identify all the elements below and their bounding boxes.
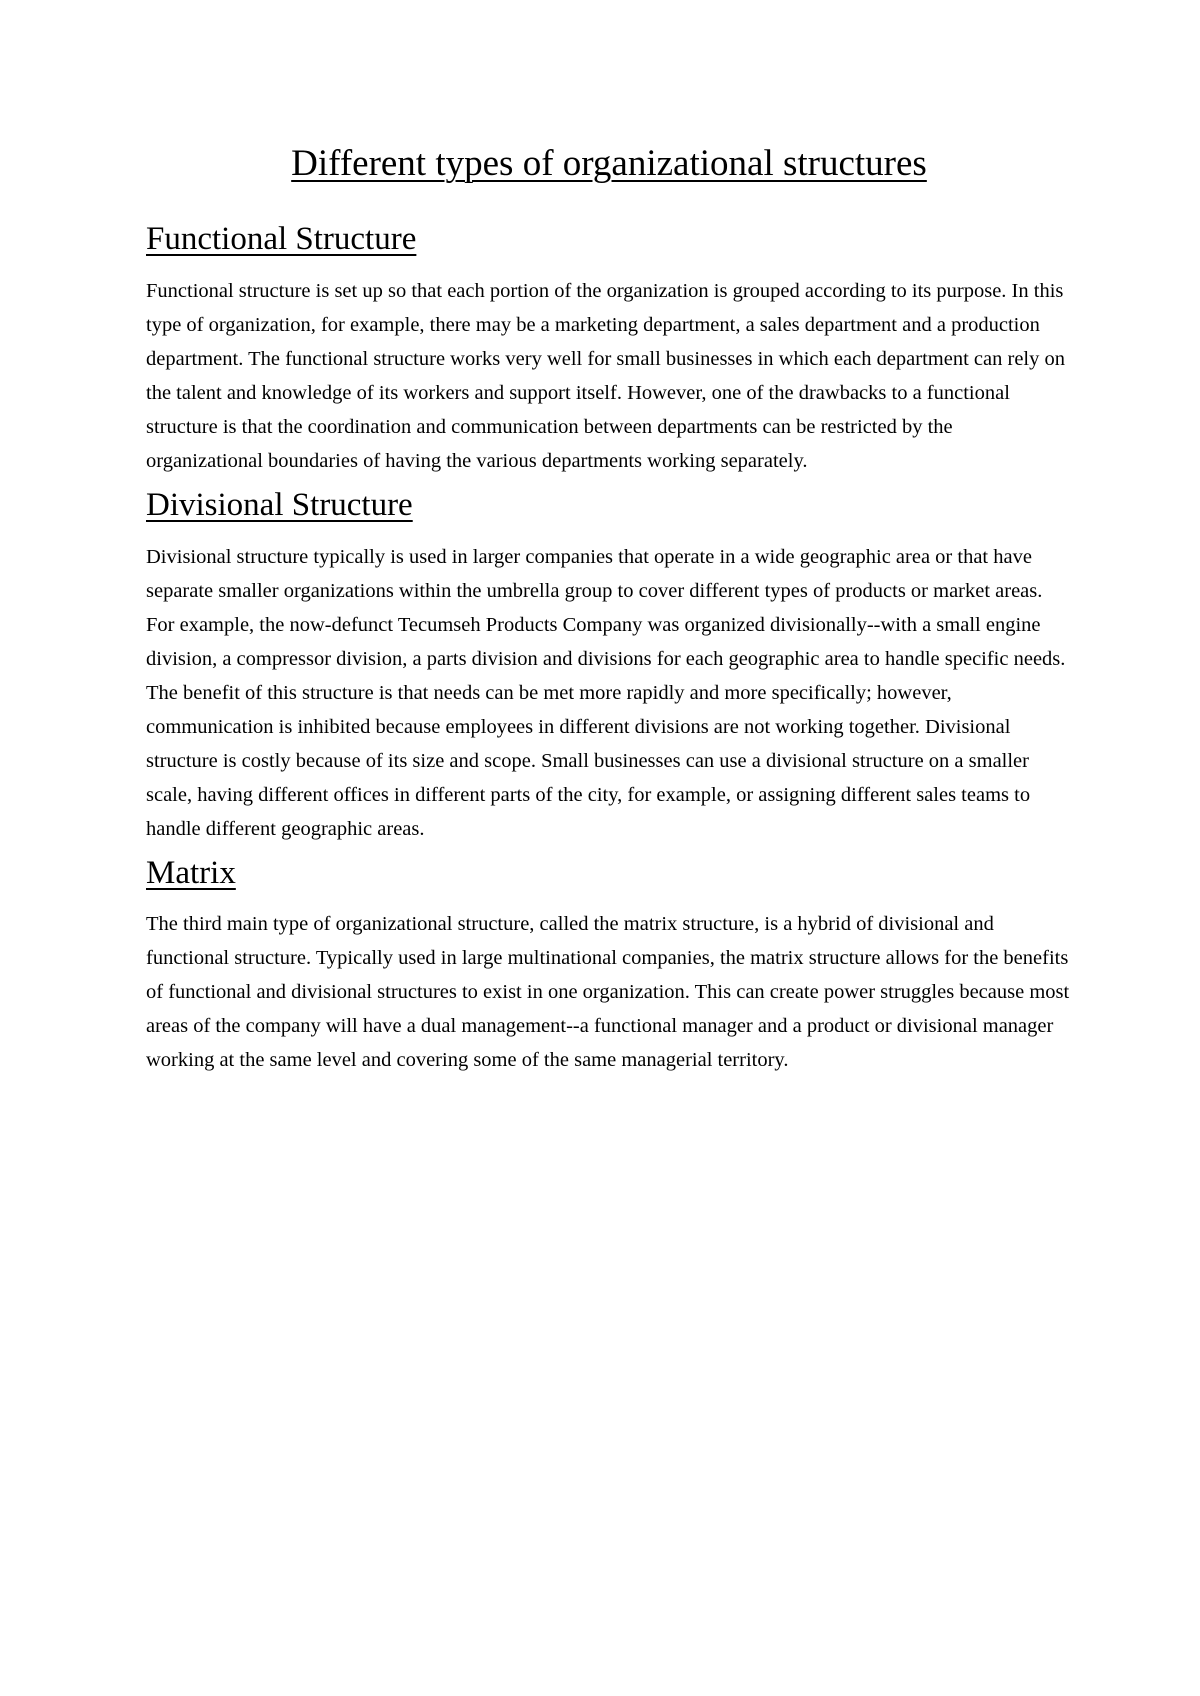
section-heading-divisional: Divisional Structure [146, 486, 413, 523]
document-title: Different types of organizational structures [291, 143, 927, 184]
section-body-divisional: Divisional structure typically is used in larger companies that operate in a wide geographic area or that have separate smaller organizations within the umbrella group to cover different types of products or market areas. For example, the now-defunct Tecumseh Products Company was organized divisionally--with a small engine division, a compressor division, a parts division and divisions for each geographic area to handle specific needs. The benefit of this structure is that needs can be met more rapidly and more specifically; however, communication is inhibited because employees in different divisions are not working together. Divisional structure is costly because of its size and scope. Small businesses can use a divisional structure on a smaller scale, having different offices in different parts of the city, for example, or assigning different sales teams to handle different geographic areas. [146, 545, 1066, 840]
section-matrix [146, 854, 1072, 1078]
section-divisional-structure [146, 486, 1072, 846]
section-body-functional: Functional structure is set up so that each portion of the organization is grouped according to its purpose. In this type of organization, for example, there may be a marketing department, a sales department and a production department. The functional structure works very well for small businesses in which each department can rely on the talent and knowledge of its workers and support itself. However, one of the drawbacks to a functional structure is that the coordination and communication between departments can be restricted by the organizational boundaries of having the various departments working separately. [146, 279, 1065, 472]
section-heading-matrix: Matrix [146, 854, 236, 891]
section-functional-structure [146, 220, 1072, 478]
section-body-matrix: The third main type of organizational structure, called the matrix structure, is a hybrid of divisional and functional structure. Typically used in large multinational companies, the matrix structure allows for the benefits of functional and divisional structures to exist in one organization. This can create power struggles because most areas of the company will have a dual management--a functional manager and a product or divisional manager working at the same level and covering some of the same managerial territory. [146, 913, 1070, 1072]
section-heading-functional: Functional Structure [146, 221, 417, 258]
